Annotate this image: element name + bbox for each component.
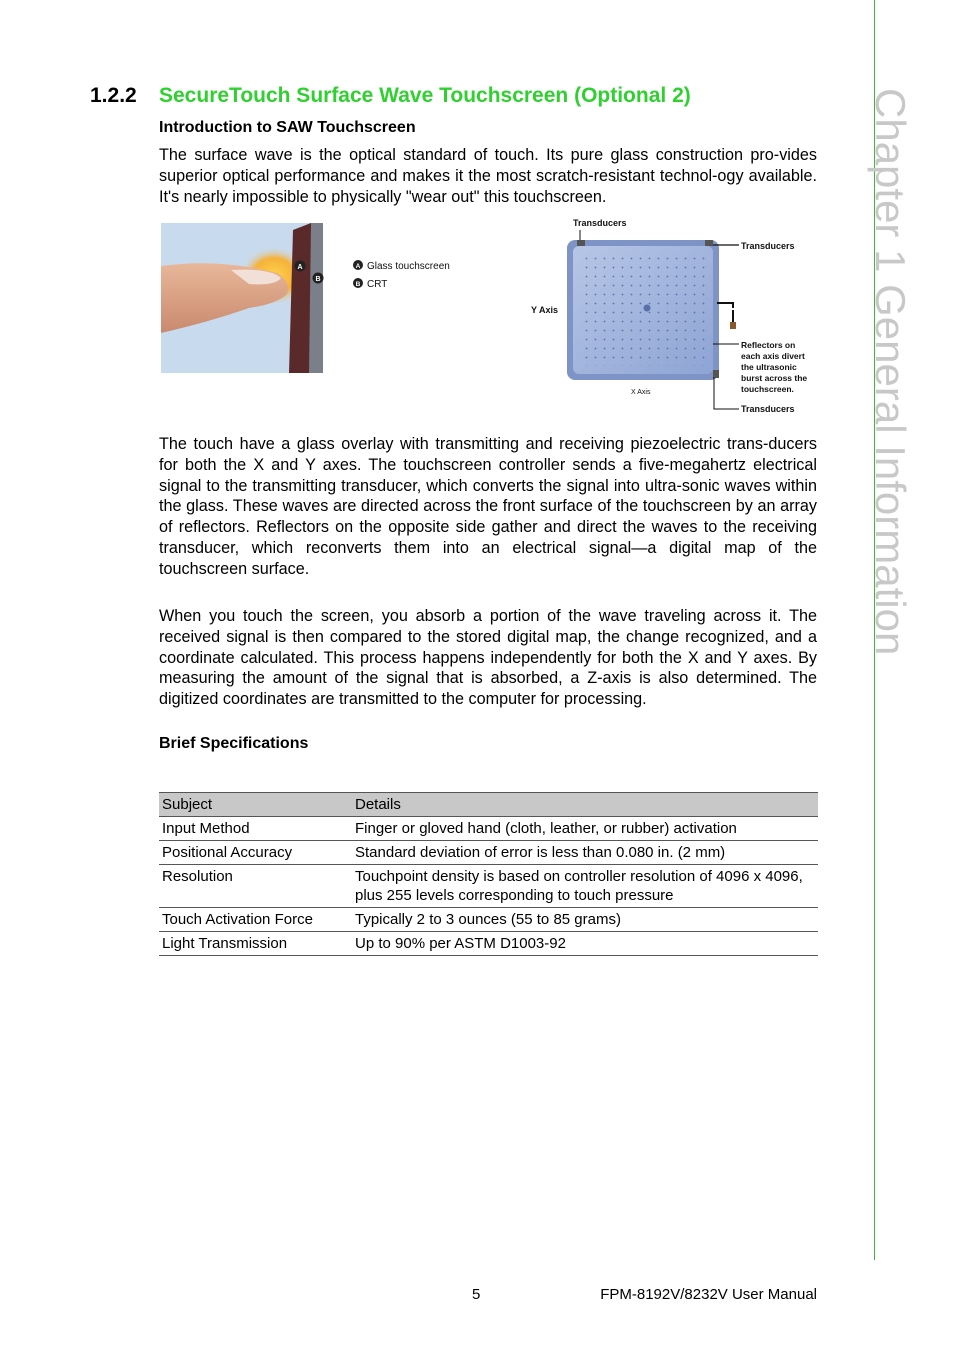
cell-details: Up to 90% per ASTM D1003-92 [352,932,818,956]
table-row [159,908,818,932]
table-row [159,817,818,841]
transducer-diagram [531,218,807,414]
specs-heading: Brief Specifications [159,735,309,752]
intro-heading: Introduction to SAW Touchscreen [159,119,416,136]
cell-details: Touchpoint density is based on controller resolution of 4096 x 4096, plus 255 levels corresponding to touch pressure [352,865,818,908]
specs-table [159,792,818,956]
cell-details: Typically 2 to 3 ounces (55 to 85 grams) [352,908,818,932]
legend-glass-touchscreen: Glass touchscreen [367,261,450,272]
label-reflectors [741,340,807,394]
cell-details: Finger or gloved hand (cloth, leather, or rubber) activation [352,817,818,841]
table-row [159,932,818,956]
badge-a: A [297,264,303,271]
table-header-row [159,793,818,817]
page-number: 5 [472,1286,481,1303]
cell-subject: Light Transmission [159,932,352,956]
finger-photo [161,223,324,373]
label-transducers-top: Transducers [573,218,627,228]
saw-figure [159,218,819,418]
label-transducers-bottom: Transducers [741,404,795,414]
manual-title: FPM-8192V/8232V User Manual [600,1286,817,1303]
intro-paragraph: The surface wave is the optical standard of touch. Its pure glass construction pro-vides superior optical performance and makes it the most scratch-resistant technol-ogy available. It's nearly impossible to physically "wear out" this touchscreen. [159,146,817,206]
paragraph-transducers: The touch have a glass overlay with transmitting and receiving piezoelectric trans-ducers for both the X and Y axes. The touchscreen controller sends a five-megahertz electrical signal to the transmitting transducer, which converts the signal into ultra-sonic waves within the glass. These waves are directed across the front surface of the touchscreen by an array of reflectors. Reflectors on the opposite side gather and direct the waves to the receiving transducer, which reconverts them into an electrical signal—a digital map of the touchscreen surface. [159,435,817,578]
cell-subject: Input Method [159,817,352,841]
svg-text:Reflectors on: Reflectors on [741,340,796,350]
table-row [159,865,818,908]
cell-details: Standard deviation of error is less than 0.080 in. (2 mm) [352,841,818,865]
badge-b: B [315,276,321,283]
cell-subject: Touch Activation Force [159,908,352,932]
label-y-axis: Y Axis [531,305,559,315]
section-title: SecureTouch Surface Wave Touchscreen (Optional 2) [159,84,691,107]
cell-subject: Resolution [159,865,352,908]
chapter-tab-label: Chapter 1 General Information [867,88,914,656]
chapter-tab [867,0,954,760]
svg-text:touchscreen.: touchscreen. [741,384,794,394]
cell-subject: Positional Accuracy [159,841,352,865]
legend-crt: CRT [367,279,388,290]
svg-text:each axis divert: each axis divert [741,351,805,361]
label-x-axis: X Axis [631,389,651,396]
svg-text:B: B [355,281,361,288]
table-row [159,841,818,865]
label-transducers-right: Transducers [741,241,795,251]
paragraph-touch: When you touch the screen, you absorb a portion of the wave traveling across it. The received signal is then compared to the stored digital map, the change recognized, and a coordinate calculated. This process happens independently for both the X and Y axes. By measuring the amount of the signal that is absorbed, a Z-axis is also determined. The digitized coordinates are transmitted to the computer for processing. [159,607,817,709]
svg-text:the ultrasonic: the ultrasonic [741,362,797,372]
section-heading [90,84,691,108]
column-header-subject: Subject [159,793,352,817]
svg-text:burst across the: burst across the [741,373,808,383]
figure-legend [353,260,450,290]
svg-text:A: A [355,263,361,270]
section-number: 1.2.2 [90,84,137,107]
column-header-details: Details [352,793,818,817]
